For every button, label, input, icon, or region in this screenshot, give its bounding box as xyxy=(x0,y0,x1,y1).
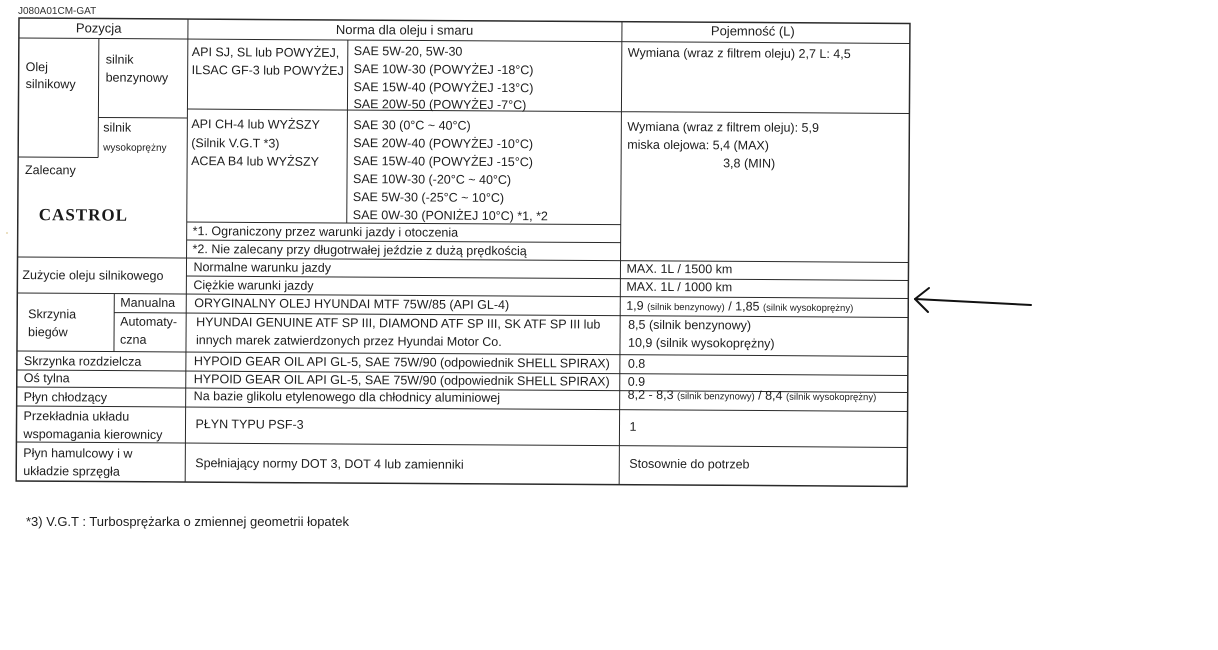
scan-speck xyxy=(6,232,8,234)
diesel-sae-line: SAE 30 (0°C ~ 40°C) xyxy=(353,118,471,133)
manual-capacity-diesel: / 1,85 xyxy=(728,299,760,314)
brake-label-line2: układzie sprzęgła xyxy=(23,464,120,479)
coolant-capacity xyxy=(628,387,877,407)
consumption-label: Zużycie oleju silnikowego xyxy=(22,268,164,283)
header-position: Pozycja xyxy=(75,20,122,36)
petrol-capacity: Wymiana (wraz z filtrem oleju) 2,7 L: 4,5 xyxy=(627,45,851,62)
gearbox-auto-spec-line2: innych marek zatwierdzonych przez Hyundai Motor Co. xyxy=(195,333,502,349)
diesel-sae-line: SAE 0W-30 (PONIŻEJ 10°C) *1, *2 xyxy=(352,208,548,224)
vgt-footnote: *3) V.G.T : Turbosprężarka o zmiennej geometrii łopatek xyxy=(26,514,349,529)
transfer-label: Skrzynka rozdzielcza xyxy=(23,354,142,369)
power-steering-spec: PŁYN TYPU PSF-3 xyxy=(195,417,304,432)
diesel-sae-line: SAE 15W-40 (POWYŻEJ -15°C) xyxy=(353,154,533,170)
gearbox-auto-capacity-line2: 10,9 (silnik wysokoprężny) xyxy=(627,335,775,351)
diesel-capacity-line2: miska olejowa: 5,4 (MAX) xyxy=(627,137,769,153)
coolant-capacity-diesel-note: (silnik wysokoprężny) xyxy=(785,391,877,404)
manual-capacity-diesel-note: (silnik wysokoprężny) xyxy=(762,302,854,315)
consumption-normal-value: MAX. 1L / 1500 km xyxy=(626,261,733,277)
diesel-sae-line: SAE 20W-40 (POWYŻEJ -10°C) xyxy=(353,136,534,152)
coolant-capacity-petrol: 8,2 - 8,3 xyxy=(627,387,674,403)
rear-axle-spec: HYPOID GEAR OIL API GL-5, SAE 75W/90 (odpowiednik SHELL SPIRAX) xyxy=(193,372,610,389)
document-code: J080A01CM-GAT xyxy=(18,6,97,17)
petrol-sae-line: SAE 20W-50 (POWYŻEJ -7°C) xyxy=(353,97,527,113)
gearbox-label-line2: biegów xyxy=(28,325,68,340)
castrol-brand: CASTROL xyxy=(38,205,129,225)
diesel-capacity-line3: 3,8 (MIN) xyxy=(723,156,776,171)
gearbox-auto-label-line2: czna xyxy=(119,332,147,347)
arrow-pointer-icon xyxy=(912,285,1037,317)
consumption-normal: Normalne warunku jazdy xyxy=(193,260,332,275)
petrol-sae-line: SAE 5W-20, 5W-30 xyxy=(353,44,463,59)
petrol-sae-line: SAE 10W-30 (POWYŻEJ -18°C) xyxy=(353,62,534,78)
consumption-heavy: Ciężkie warunki jazdy xyxy=(193,278,314,293)
rear-axle-capacity: 0.9 xyxy=(627,374,646,389)
power-steering-label-line1: Przekładnia układu xyxy=(23,409,130,424)
petrol-label-line1: silnik xyxy=(105,52,134,67)
diesel-sae-line: SAE 5W-30 (-25°C ~ 10°C) xyxy=(352,190,505,205)
petrol-spec-line2: ILSAC GF-3 lub POWYŻEJ xyxy=(191,63,344,78)
diesel-label-line2: wysokoprężny xyxy=(103,142,167,154)
lubricant-spec-table xyxy=(15,17,911,487)
transfer-capacity: 0.8 xyxy=(627,356,646,371)
diesel-capacity-line1: Wymiana (wraz z filtrem oleju): 5,9 xyxy=(627,119,819,135)
gearbox-auto-spec-line1: HYUNDAI GENUINE ATF SP III, DIAMOND ATF SP III, SK ATF SP III lub xyxy=(196,315,601,332)
power-steering-label-line2: wspomagania kierownicy xyxy=(23,427,163,442)
engine-oil-label-line2: silnikowy xyxy=(25,77,76,92)
petrol-sae-line: SAE 15W-40 (POWYŻEJ -13°C) xyxy=(353,80,534,96)
power-steering-capacity: 1 xyxy=(629,419,637,434)
gearbox-label-line1: Skrzynia xyxy=(28,307,77,322)
diesel-spec-line3: ACEA B4 lub WYŻSZY xyxy=(191,154,319,169)
rear-axle-label: Oś tylna xyxy=(23,371,70,386)
coolant-spec: Na bazie glikolu etylenowego dla chłodnicy aluminiowej xyxy=(193,389,501,405)
diesel-spec-line2: (Silnik V.G.T *3) xyxy=(191,136,280,151)
gearbox-auto-label-line1: Automaty- xyxy=(120,314,178,329)
brake-label-line1: Płyn hamulcowy i w xyxy=(23,446,133,461)
brake-spec: Spełniający normy DOT 3, DOT 4 lub zamienniki xyxy=(195,456,464,472)
diesel-spec-line1: API CH-4 lub WYŻSZY xyxy=(191,117,320,132)
oil-note-1: *1. Ograniczony przez warunki jazdy i otoczenia xyxy=(192,224,459,240)
brake-capacity: Stosownie do potrzeb xyxy=(629,456,750,472)
transfer-spec: HYPOID GEAR OIL API GL-5, SAE 75W/90 (odpowiednik SHELL SPIRAX) xyxy=(193,354,610,371)
gearbox-manual-label: Manualna xyxy=(120,295,176,310)
diesel-sae-line: SAE 10W-30 (-20°C ~ 40°C) xyxy=(352,172,512,188)
petrol-label-line2: benzynowy xyxy=(105,70,169,85)
petrol-spec-line1: API SJ, SL lub POWYŻEJ, xyxy=(191,45,340,60)
manual-capacity-petrol-note: (silnik benzynowy) xyxy=(647,301,725,314)
oil-note-2: *2. Nie zalecany przy długotrwałej jeździe z dużą prędkością xyxy=(192,242,527,259)
gearbox-auto-capacity-line1: 8,5 (silnik benzynowy) xyxy=(628,317,752,333)
engine-oil-label-line1: Olej xyxy=(25,60,48,75)
recommended-label: Zalecany xyxy=(25,163,76,178)
header-norm: Norma dla oleju i smaru xyxy=(335,21,474,38)
gearbox-manual-capacity xyxy=(626,298,853,318)
header-capacity: Pojemność (L) xyxy=(710,23,795,39)
manual-capacity-petrol: 1,9 xyxy=(626,298,644,313)
consumption-heavy-value: MAX. 1L / 1000 km xyxy=(626,279,733,295)
coolant-capacity-petrol-note: (silnik benzynowy) xyxy=(677,391,755,403)
diesel-label-line1: silnik xyxy=(103,120,132,135)
gearbox-manual-spec: ORYGINALNY OLEJ HYUNDAI MTF 75W/85 (API GL-4) xyxy=(194,296,510,313)
coolant-capacity-diesel: / 8,4 xyxy=(758,388,783,403)
coolant-label: Płyn chłodzący xyxy=(23,390,108,405)
